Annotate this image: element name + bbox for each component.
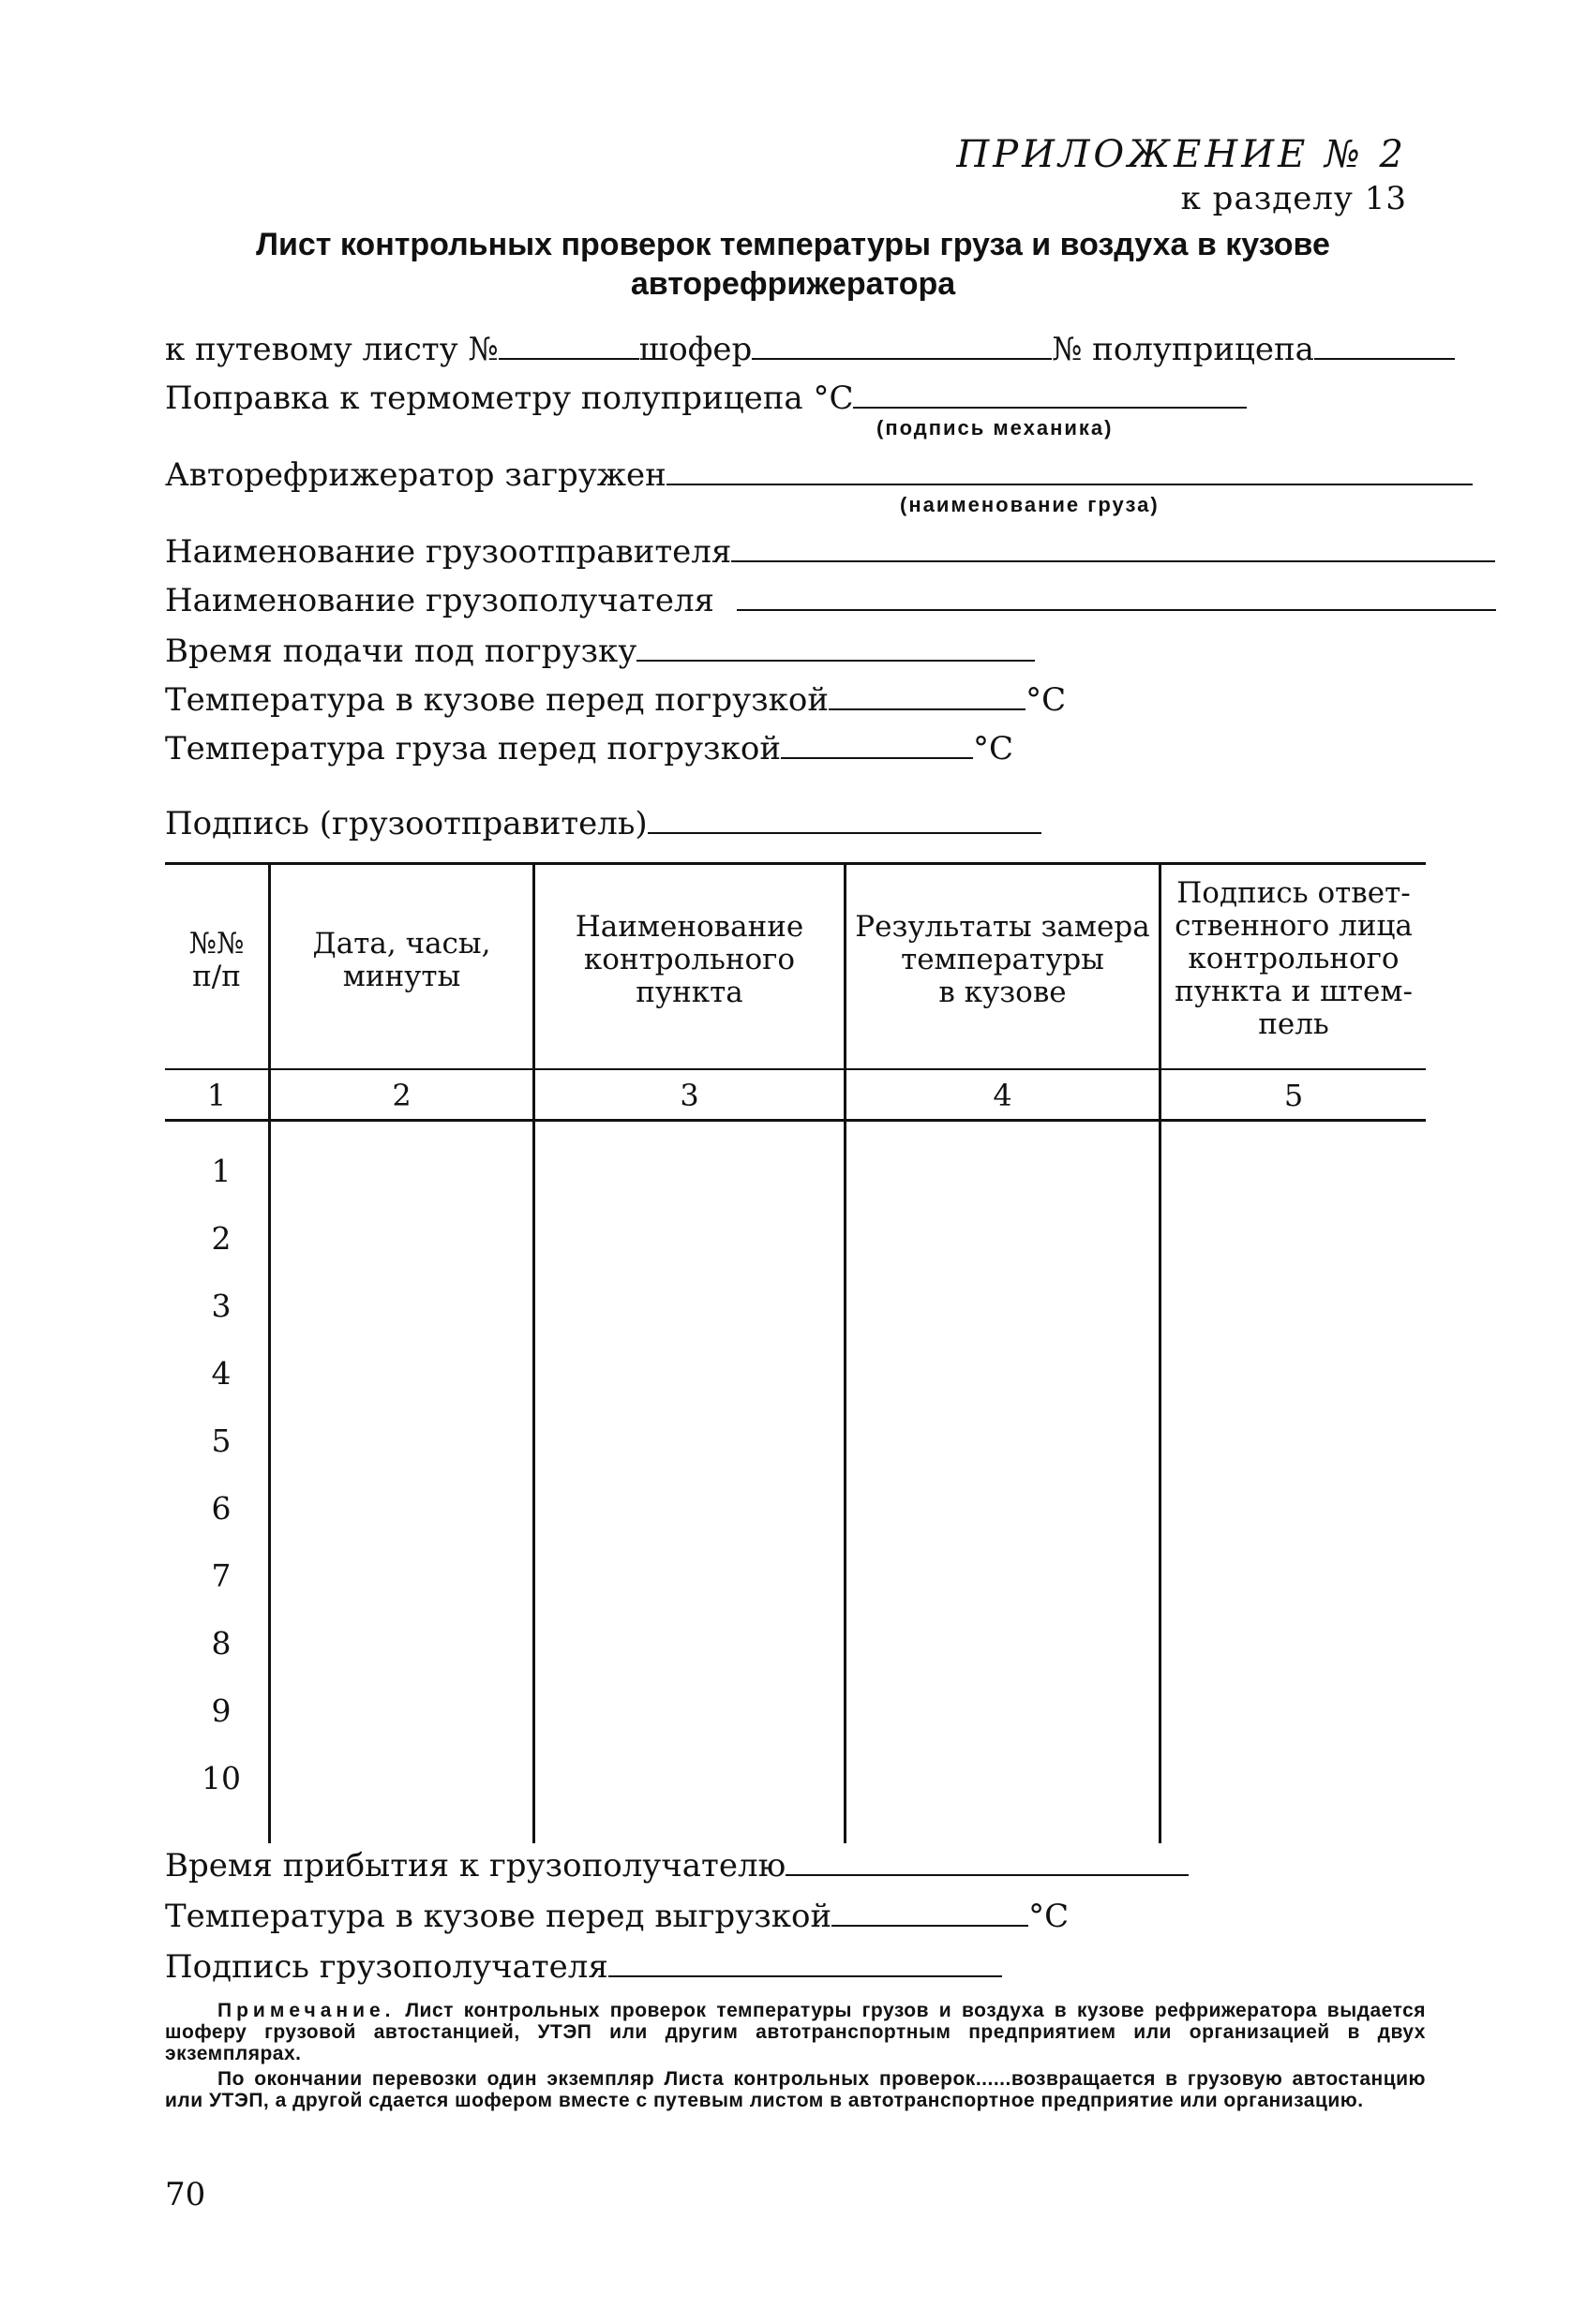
column-number: 1 (206, 1078, 227, 1113)
header-signature (1161, 877, 1426, 1041)
loading-time-label: Время подачи под погрузку (165, 633, 637, 670)
header-checkpoint-line: контрольного (583, 943, 796, 976)
note-paragraph-1 (165, 2000, 1426, 2064)
shipper-row (165, 532, 1495, 571)
header-checkpoint-line: Наименование (575, 910, 804, 944)
waybill-row (165, 330, 1455, 368)
driver-field[interactable] (752, 330, 1052, 360)
semitrailer-field[interactable] (1314, 330, 1455, 360)
loaded-row (165, 455, 1473, 494)
column-number: 3 (680, 1078, 699, 1113)
table-row-number: 9 (211, 1692, 232, 1729)
document-title (165, 225, 1421, 304)
consignee-signature-label: Подпись грузополучателя (165, 1948, 608, 1986)
loading-time-field[interactable] (636, 632, 1035, 662)
table-row-number: 3 (211, 1288, 232, 1324)
header-signature-line: контрольного (1188, 942, 1400, 976)
document-title-line2: авторефрижератора (630, 266, 956, 302)
consignee-label: Наименование грузополучателя (165, 582, 715, 619)
cargo-temp-unit: °С (972, 730, 1013, 767)
header-checkpoint (535, 911, 844, 1009)
cargo-temp-row (165, 729, 1013, 767)
arrival-field[interactable] (786, 1846, 1189, 1876)
shipper-signature-row (165, 804, 1041, 842)
header-signature-line: ственного лица (1175, 909, 1413, 943)
consignee-signature-row (165, 1947, 1002, 1986)
correction-label: Поправка к термометру полуприцепа °С (165, 380, 854, 417)
shipper-field[interactable] (731, 532, 1495, 562)
arrival-label: Время прибытия к грузополучателю (165, 1847, 786, 1885)
header-temperature (846, 911, 1159, 1009)
cargo-name-field[interactable] (666, 455, 1473, 485)
waybill-label: к путевому листу № (165, 331, 499, 368)
appendix-section: к разделу 13 (1180, 180, 1407, 217)
header-temperature-line: в кузове (938, 976, 1067, 1009)
header-datetime-line: Дата, часы, (312, 927, 491, 961)
header-number (165, 928, 268, 993)
note-paragraph-2 (165, 2068, 1426, 2111)
loading-time-row (165, 632, 1035, 670)
table-row-number: 4 (211, 1355, 232, 1392)
header-temperature-line: температуры (901, 943, 1104, 976)
table-row-number: 8 (211, 1625, 232, 1661)
shipper-signature-field[interactable] (648, 804, 1041, 834)
header-signature-line: Подпись ответ- (1176, 876, 1411, 910)
header-datetime (271, 928, 532, 993)
table-row-number: 10 (202, 1760, 241, 1796)
cargo-temp-field[interactable] (781, 729, 973, 759)
table-vline-2 (532, 864, 535, 1843)
semitrailer-label: № полуприцепа (1052, 331, 1314, 368)
table-top-rule (165, 862, 1426, 865)
unload-temp-row (165, 1897, 1069, 1935)
note-label: Примечание. (217, 2000, 396, 2021)
loaded-label: Авторефрижератор загружен (165, 456, 666, 494)
shipper-signature-label: Подпись (грузоотправитель) (165, 805, 648, 842)
waybill-number-field[interactable] (499, 330, 639, 360)
column-number: 2 (392, 1078, 412, 1113)
cargo-name-caption: (наименование груза) (900, 493, 1160, 516)
body-temp-row (165, 680, 1066, 719)
correction-field[interactable] (853, 379, 1247, 409)
body-temp-label: Температура в кузове перед погрузкой (165, 681, 830, 719)
note-text-2: По окончании перевозки один экземпляр Листа контрольных проверок......возвращается в грузовую автостанцию или УТЭП, а другой сдается шофером вместе с путевым листом в автотранспортное предприятие или организацию. (165, 2068, 1426, 2111)
unload-temp-unit: °С (1028, 1898, 1070, 1935)
header-number-line: п/п (192, 960, 241, 993)
driver-label: шофер (638, 331, 753, 368)
appendix-title: ПРИЛОЖЕНИЕ № 2 (956, 133, 1407, 176)
table-row-number: 5 (211, 1423, 232, 1459)
note-text-1: Лист контрольных проверок температуры грузов и воздуха в кузове рефрижератора выдается шоферу грузовой автостанцией, УТЭП или другим автотранспортным предприятием или организацией в двух экземплярах. (165, 2000, 1426, 2064)
arrival-row (165, 1846, 1189, 1885)
header-temperature-line: Результаты замера (855, 910, 1150, 944)
table-row-number: 2 (211, 1220, 232, 1257)
column-number: 4 (993, 1078, 1012, 1113)
page-number: 70 (165, 2176, 206, 2213)
correction-row (165, 379, 1247, 417)
table-row-number: 1 (211, 1153, 232, 1189)
header-signature-line: пункта и штем- (1175, 975, 1413, 1008)
shipper-label: Наименование грузоотправителя (165, 533, 732, 571)
table-row-number: 6 (211, 1490, 232, 1527)
column-number: 5 (1283, 1078, 1304, 1113)
header-datetime-line: минуты (342, 960, 461, 993)
consignee-row (165, 581, 1496, 619)
consignee-field[interactable] (737, 581, 1496, 611)
table-row-number: 7 (211, 1557, 232, 1594)
header-checkpoint-line: пункта (636, 976, 743, 1009)
body-temp-field[interactable] (829, 680, 1026, 710)
table-vline-3 (844, 864, 846, 1843)
unload-temp-label: Температура в кузове перед выгрузкой (165, 1898, 832, 1935)
document-title-line1: Лист контрольных проверок температуры груза и воздуха в кузове (256, 227, 1330, 262)
header-signature-line: пель (1258, 1007, 1329, 1041)
table-header-rule (165, 1068, 1426, 1070)
body-temp-unit: °С (1026, 681, 1067, 719)
cargo-temp-label: Температура груза перед погрузкой (165, 730, 781, 767)
unload-temp-field[interactable] (831, 1897, 1028, 1927)
consignee-signature-field[interactable] (608, 1947, 1002, 1977)
mechanic-signature-caption: (подпись механика) (876, 416, 1114, 439)
header-number-line: №№ (188, 927, 245, 961)
table-numbers-rule (165, 1119, 1426, 1122)
